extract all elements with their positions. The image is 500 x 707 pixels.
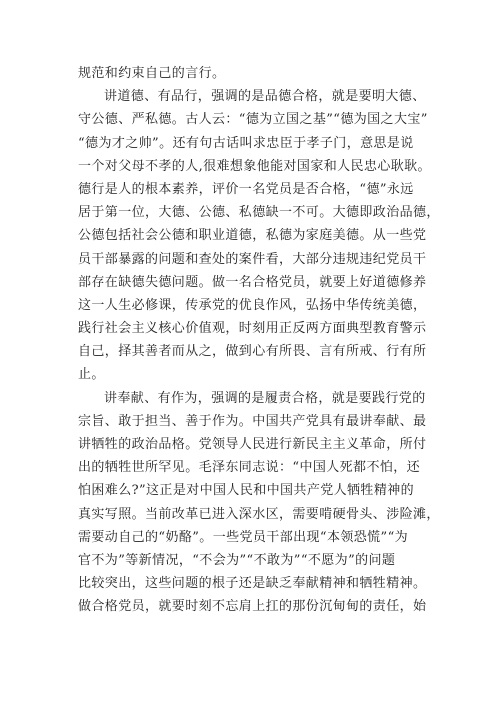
text-line: 居于第一位，大德、公德、私德缺一不可。大德即政治品德， — [78, 205, 440, 221]
text-line: 做合格党员，就要时刻不忘肩上扛的那份沉甸甸的责任，始 — [78, 599, 427, 615]
text-line: 践行社会主义核心价值观，时刻用正反两方面典型教育警示 — [78, 321, 427, 337]
text-line: 这一人生必修课，传承党的优良作风，弘扬中华传统美德， — [78, 297, 427, 313]
text-line: “德为才之帅”。还有句古话叫求忠臣于孝子门，意思是说 — [78, 135, 414, 151]
text-line: 守公德、严私德。古人云：“德为立国之基”“德为国之大宝” — [78, 112, 428, 128]
text-line: 需要动自己的“奶酪”。一些党员干部出现“本领恐慌”“为 — [78, 529, 409, 545]
text-line: 德行是人的根本素养，评价一名党员是否合格，“德”永远 — [78, 181, 414, 197]
text-line: 规范和约束自己的言行。 — [78, 66, 226, 81]
text-line: 宗旨、敢于担当、善于作为。中国共产党具有最讲奉献、最 — [78, 413, 427, 429]
text-line: 官不为”等新情况，“不会为”“不敢为”“不愿为”的问题 — [78, 552, 396, 568]
text-line: 讲牺牲的政治品格。党领导人民进行新民主主义革命，所付 — [78, 437, 427, 452]
text-line: 出的牺牲世所罕见。毛泽东同志说：“中国人死都不怕，还 — [78, 460, 421, 476]
text-line: 讲奉献、有作为，强调的是履责合格，就是要践行党的 — [104, 390, 426, 406]
text-line: 止。 — [78, 367, 105, 383]
text-line: 员干部暴露的问题和查处的案件看，大部分违规违纪党员干 — [78, 251, 427, 267]
text-line: 真实写照。当前改革已进入深水区，需要啃硬骨头、涉险滩， — [78, 506, 440, 522]
text-line: 一个对父母不孝的人,很难想象他能对国家和人民忠心耿耿。 — [78, 158, 431, 174]
text-line: 怕困难么?”这正是对中国人民和中国共产党人牺牲精神的 — [78, 483, 415, 499]
text-line: 自己，择其善者而从之，做到心有所畏、言有所戒、行有所 — [78, 344, 427, 360]
text-line: 公德包括社会公德和职业道德，私德为家庭美德。从一些党 — [78, 228, 427, 244]
text-line: 讲道德、有品行，强调的是品德合格，就是要明大德、 — [104, 89, 426, 105]
text-line: 比较突出，这些问题的根子还是缺乏奉献精神和牺牲精神。 — [78, 576, 427, 592]
text-line: 部存在缺德失德问题。做一名合格党员，就要上好道德修养 — [78, 274, 427, 290]
body-text — [78, 62, 440, 619]
